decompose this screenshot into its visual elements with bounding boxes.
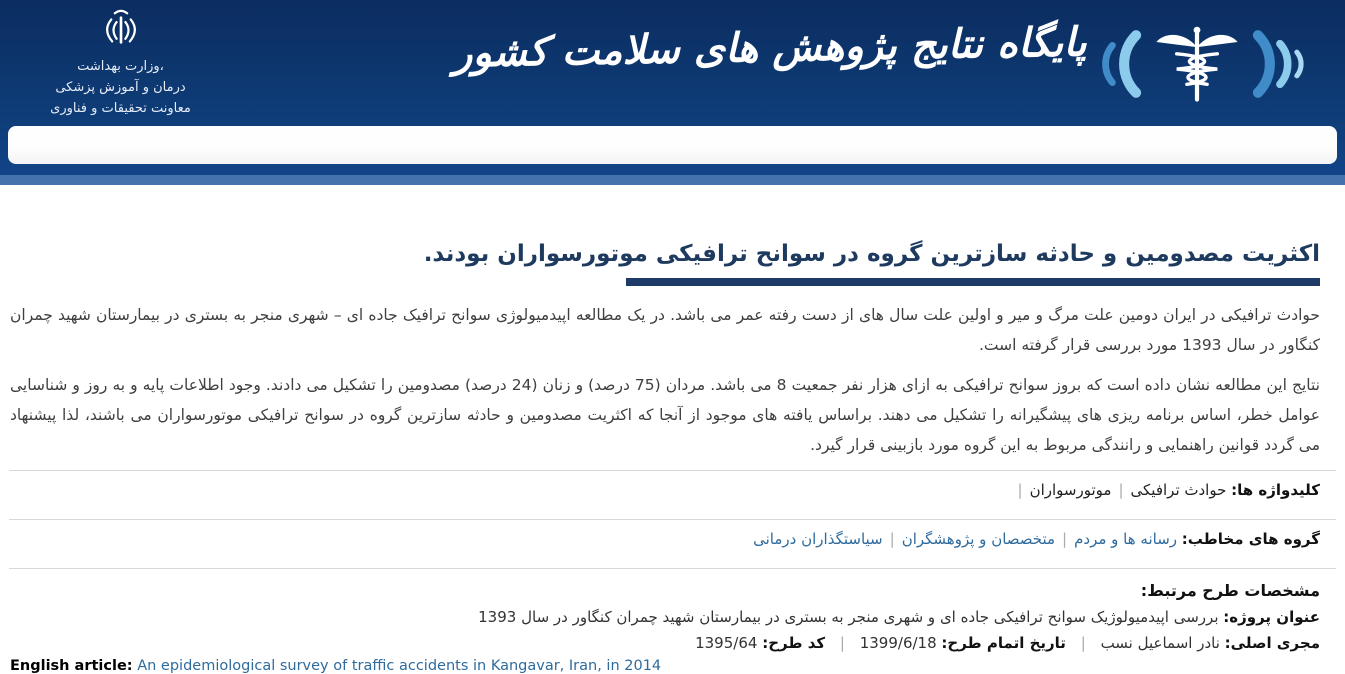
keywords-row xyxy=(0,471,1345,509)
separator: | xyxy=(1118,481,1124,499)
ministry-name-line3: معاونت تحقیقات و فناوری xyxy=(50,101,191,116)
keyword-link[interactable]: حوادث ترافیکی xyxy=(1130,481,1227,499)
separator: | xyxy=(839,634,845,652)
principal-investigator-value: نادر اسماعیل نسب xyxy=(1100,634,1220,652)
separator: | xyxy=(1080,634,1086,652)
principal-investigator-label: مجری اصلی: xyxy=(1224,634,1320,652)
ministry-name-line2: درمان و آموزش پزشکی xyxy=(55,80,186,95)
ministry-logo-block xyxy=(18,8,223,119)
english-article-link[interactable]: An epidemiological survey of traffic accidents in Kangavar, Iran, in 2014 xyxy=(137,658,662,674)
title-underline xyxy=(626,278,1320,286)
audience-link[interactable]: رسانه ها و مردم xyxy=(1074,530,1178,548)
project-details-row xyxy=(0,626,1345,652)
site-logo-caduceus-icon[interactable] xyxy=(1087,18,1307,110)
article-title: اکثریت مصدومین و حادثه سازترین گروه در سوانح ترافیکی موتورسواران بودند. xyxy=(423,241,1320,267)
audience-label: گروه های مخاطب: xyxy=(1181,530,1320,548)
site-title-calligraphy: پایگاه نتایج پژوهش های سلامت کشور xyxy=(452,18,1088,77)
project-code-label: کد طرح: xyxy=(762,634,826,652)
nav-bar[interactable] xyxy=(8,126,1337,164)
accent-strip xyxy=(0,175,1345,185)
project-title-row xyxy=(0,600,1345,626)
audience-row xyxy=(0,520,1345,558)
ministry-name-line1: وزارت بهداشت، xyxy=(77,59,164,74)
keywords-label: کلیدواژه ها: xyxy=(1231,481,1320,499)
audience-link[interactable]: سیاستگذاران درمانی xyxy=(753,530,883,548)
keyword-link[interactable]: موتورسواران xyxy=(1029,481,1112,499)
english-article-row xyxy=(0,652,1345,674)
separator: | xyxy=(889,530,895,548)
separator: | xyxy=(1062,530,1068,548)
end-date-label: تاریخ اتمام طرح: xyxy=(941,634,1066,652)
separator: | xyxy=(1017,481,1023,499)
english-article-label: English article: xyxy=(10,658,133,674)
article-paragraph-2: نتایج این مطالعه نشان داده است که بروز سوانح ترافیکی به ازای هزار نفر جمعیت 8 می باشد. مردان (75 درصد) و زنان (24 درصد) مصدومین را تشکیل می دادند. وجود اطلاعات پایه و به روز و شناسایی عوامل خطر، اساس برنامه ریزی های پیشگیرانه را تشکیل می دهند. براساس یافته های موجود از آنجا که اکثریت مصدومین و حادثه سازترین گروه در سوانح ترافیکی موتورسواران می باشند، لذا پیشنهاد می گردد قوانین راهنمایی و رانندگی مربوط به این گروه مورد بازبینی قرار گیرد. xyxy=(10,376,1320,454)
project-code-value: 1395/64 xyxy=(695,634,758,652)
audience-link[interactable]: متخصصان و پژوهشگران xyxy=(901,530,1056,548)
end-date-value: 1399/6/18 xyxy=(859,634,937,652)
project-title-value: بررسی اپیدمیولوژیک سوانح ترافیکی جاده ای و شهری منجر به بستری در بیمارستان شهید چمران کنگاور در سال 1393 xyxy=(478,608,1219,626)
related-project-section-title: مشخصات طرح مرتبط: xyxy=(1140,581,1320,600)
article-content xyxy=(0,185,1345,674)
article-paragraph-1: حوادث ترافیکی در ایران دومین علت مرگ و میر و اولین علت سال های از دست رفته عمر می باشد. در یک مطالعه اپیدمیولوژی سوانح ترافیک جاده ای – شهری منجر به بستری در بیمارستان شهید چمران کنگاور در سال 1393 مورد بررسی قرار گرفته است. xyxy=(10,306,1320,354)
header xyxy=(0,0,1345,175)
iran-emblem-icon xyxy=(18,8,223,52)
project-title-label: عنوان پروژه: xyxy=(1223,608,1320,626)
